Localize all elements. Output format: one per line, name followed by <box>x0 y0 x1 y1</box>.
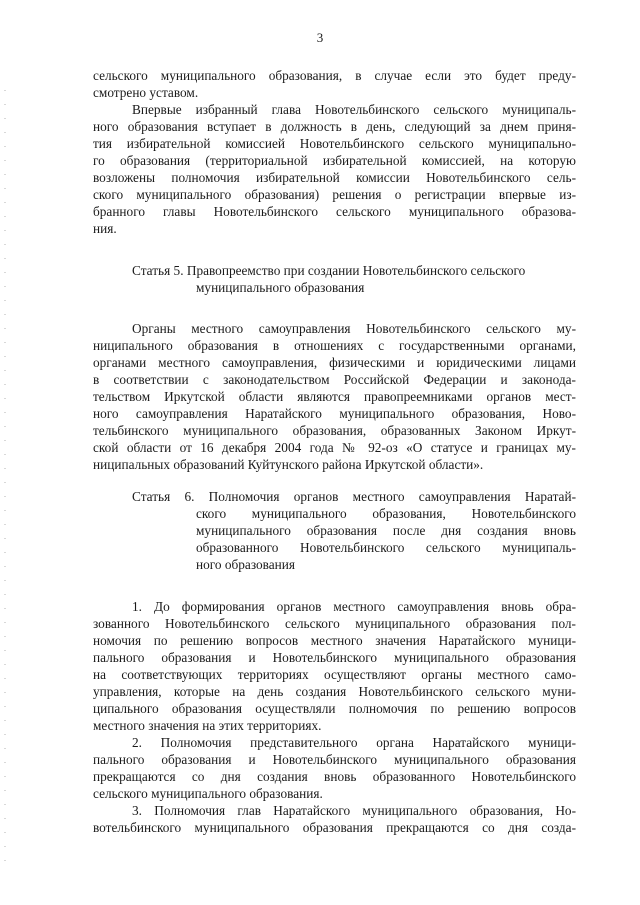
text-line: зованного Новотельбинского сельского муниципального образования пол- <box>93 616 576 631</box>
text-line: сельского муниципального образования. <box>93 786 323 801</box>
article-6-heading: муниципального образования после дня создания вновь <box>196 523 576 538</box>
article-6-heading: Статья 6. Полномочия органов местного самоуправления Наратай- <box>132 489 576 504</box>
text-line: управления, которые на день создания Новотельбинского сельского муни- <box>93 684 576 699</box>
text-line: пального образования и Новотельбинского муниципального образования <box>93 752 576 767</box>
text-line: тельбинского муниципального образования, образованных Законом Иркут- <box>93 423 576 438</box>
text-line: Впервые избранный глава Новотельбинского сельского муниципаль- <box>132 102 576 117</box>
text-line: органами местного самоуправления, физическими и юридическими лицами <box>93 355 576 370</box>
article-6-heading: ного образования <box>196 557 295 572</box>
article-5-heading: Статья 5. Правопреемство при создании Новотельбинского сельского <box>132 263 526 278</box>
text-line: местного значения на этих территориях. <box>93 718 322 733</box>
text-line: го образования (территориальной избирательной комиссией, на которую <box>93 153 576 168</box>
text-line: ской области от 16 декабря 2004 года № 92-оз «О статусе и границах му- <box>93 440 576 455</box>
article-6-heading: ского муниципального образования, Новотельбинского <box>196 506 576 521</box>
text-line: сельского муниципального образования, в случае если это будет преду- <box>93 68 576 83</box>
text-line: ского муниципального образования) решения о регистрации впервые из- <box>93 187 576 202</box>
text-line: бранного главы Новотельбинского сельского муниципального образова- <box>93 204 576 219</box>
article-5-heading: муниципального образования <box>196 280 365 295</box>
text-line: 3. Полномочия глав Наратайского муниципального образования, Но- <box>132 803 576 818</box>
text-line: тия избирательной комиссией Новотельбинского сельского муниципально- <box>93 136 576 151</box>
text-line: ния. <box>93 221 117 236</box>
text-line: возложены полномочия избирательной комиссии Новотельбинского сель- <box>93 170 576 185</box>
text-line: на соответствующих территориях осуществляют органы местного само- <box>93 667 576 682</box>
text-line: 1. До формирования органов местного самоуправления вновь обра- <box>132 599 576 614</box>
text-line: ного образования вступает в должность в день, следующий за днем приня- <box>93 119 576 134</box>
text-line: смотрено уставом. <box>93 85 199 100</box>
text-line: в соответствии с законодательством Российской Федерации и законода- <box>93 372 576 387</box>
text-line: пального образования и Новотельбинского муниципального образования <box>93 650 576 665</box>
text-line: Органы местного самоуправления Новотельбинского сельского му- <box>132 321 576 336</box>
text-line: прекращаются со дня создания вновь образованного Новотельбинского <box>93 769 576 784</box>
text-line: номочия по решению вопросов местного значения Наратайского муници- <box>93 633 576 648</box>
text-line: ниципального образования в отношениях с государственными органами, <box>93 338 576 353</box>
article-6-heading: образованного Новотельбинского сельского муниципаль- <box>196 540 576 555</box>
text-line: тельством Иркутской области являются правопреемниками органов мест- <box>93 389 576 404</box>
page-number: 3 <box>316 30 324 45</box>
text-line: ниципальных образований Куйтунского района Иркутской области». <box>93 457 484 472</box>
text-line: 2. Полномочия представительного органа Наратайского муници- <box>132 735 576 750</box>
text-line: ципального образования осуществляли полномочия по решению вопросов <box>93 701 576 716</box>
text-line: вотельбинского муниципального образования прекращаются со дня созда- <box>93 820 576 835</box>
text-line: ного самоуправления Наратайского муниципального образования, Ново- <box>93 406 576 421</box>
